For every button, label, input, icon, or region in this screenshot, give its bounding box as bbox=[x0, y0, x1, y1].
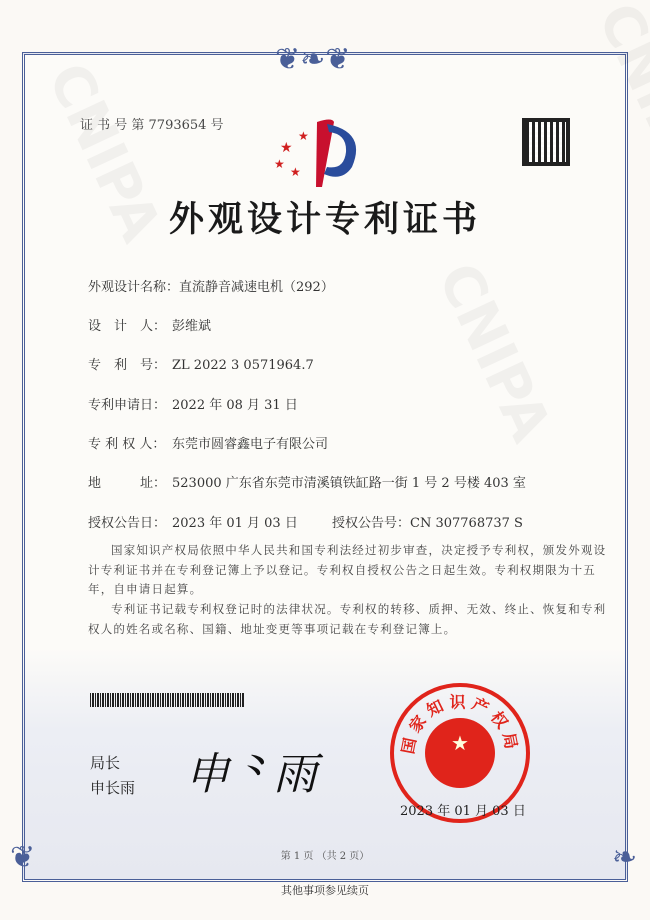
svg-text:★: ★ bbox=[290, 165, 301, 179]
field-value: 523000 广东省东莞市清溪镇铁缸路一街 1 号 2 号楼 403 室 bbox=[172, 476, 526, 491]
field-label: 外观设计名称： bbox=[88, 280, 180, 295]
field-grant-date bbox=[88, 512, 298, 531]
page-title: 外观设计专利证书 bbox=[168, 199, 481, 240]
corner-ornament-icon: ❦ bbox=[10, 840, 36, 875]
seal-text: 国家知识产权局 bbox=[398, 692, 522, 756]
field-value: 2023 年 01 月 03 日 bbox=[172, 516, 298, 531]
field-value: ZL 2022 3 0571964.7 bbox=[172, 358, 314, 373]
footer-note: 其他事项参见续页 bbox=[281, 884, 369, 897]
seal-text-wrap bbox=[398, 692, 522, 755]
paragraph: 国家知识产权局依照中华人民共和国专利法经过初步审查，决定授予专利权，颁发外观设计专利证书并在专利登记簿上予以登记。专利权自授权公告之日起生效。专利权期限为十五年，自申请日起算。 bbox=[88, 543, 607, 596]
seal-date: 2023 年 01 月 03 日 bbox=[400, 804, 526, 819]
paragraph: 专利证书记载专利权登记时的法律状况。专利权的转移、质押、无效、终止、恢复和专利权人的姓名或名称、国籍、地址变更等事项记载在专利登记簿上。 bbox=[88, 602, 607, 636]
field-label: 授权公告号： bbox=[332, 516, 411, 531]
svg-text:★: ★ bbox=[274, 157, 285, 171]
field-value: CN 307768737 S bbox=[410, 516, 523, 531]
field-filing-date bbox=[88, 394, 298, 413]
qr-code bbox=[522, 118, 570, 166]
field-value: 2022 年 08 月 31 日 bbox=[172, 398, 298, 413]
signature: 申⺀雨 bbox=[185, 749, 317, 800]
national-emblem-icon: ★ bbox=[425, 718, 495, 788]
field-label: 地 址： bbox=[88, 476, 167, 491]
field-label: 设 计 人： bbox=[88, 319, 167, 334]
svg-text:★: ★ bbox=[298, 129, 309, 143]
svg-text:★: ★ bbox=[280, 140, 293, 156]
field-value: 直流静音减速电机（292） bbox=[179, 280, 334, 295]
field-patent-number bbox=[88, 354, 314, 373]
corner-ornament-icon: ❧ bbox=[612, 840, 638, 875]
field-label: 专 利 权 人： bbox=[88, 437, 166, 452]
director-title: 局长 bbox=[90, 754, 121, 772]
field-label: 专 利 号： bbox=[88, 358, 167, 373]
field-announcement-number bbox=[332, 512, 523, 531]
director-name: 申长雨 bbox=[90, 779, 136, 797]
field-value: 东莞市圆睿鑫电子有限公司 bbox=[172, 437, 329, 452]
certificate-number: 证 书 号 第 7793654 号 bbox=[80, 118, 224, 133]
field-label: 专利申请日： bbox=[88, 398, 167, 413]
field-address bbox=[88, 472, 526, 491]
field-patentee bbox=[88, 433, 328, 452]
top-ornament-icon: ❦❧❦ bbox=[275, 42, 351, 77]
barcode bbox=[90, 693, 245, 707]
cnipa-logo-icon bbox=[272, 112, 372, 192]
field-value: 彭维斌 bbox=[172, 319, 212, 334]
field-design-name bbox=[88, 276, 334, 295]
field-label: 授权公告日： bbox=[88, 516, 167, 531]
field-designer bbox=[88, 315, 211, 334]
page-number: 第 1 页 （共 2 页） bbox=[280, 851, 370, 862]
